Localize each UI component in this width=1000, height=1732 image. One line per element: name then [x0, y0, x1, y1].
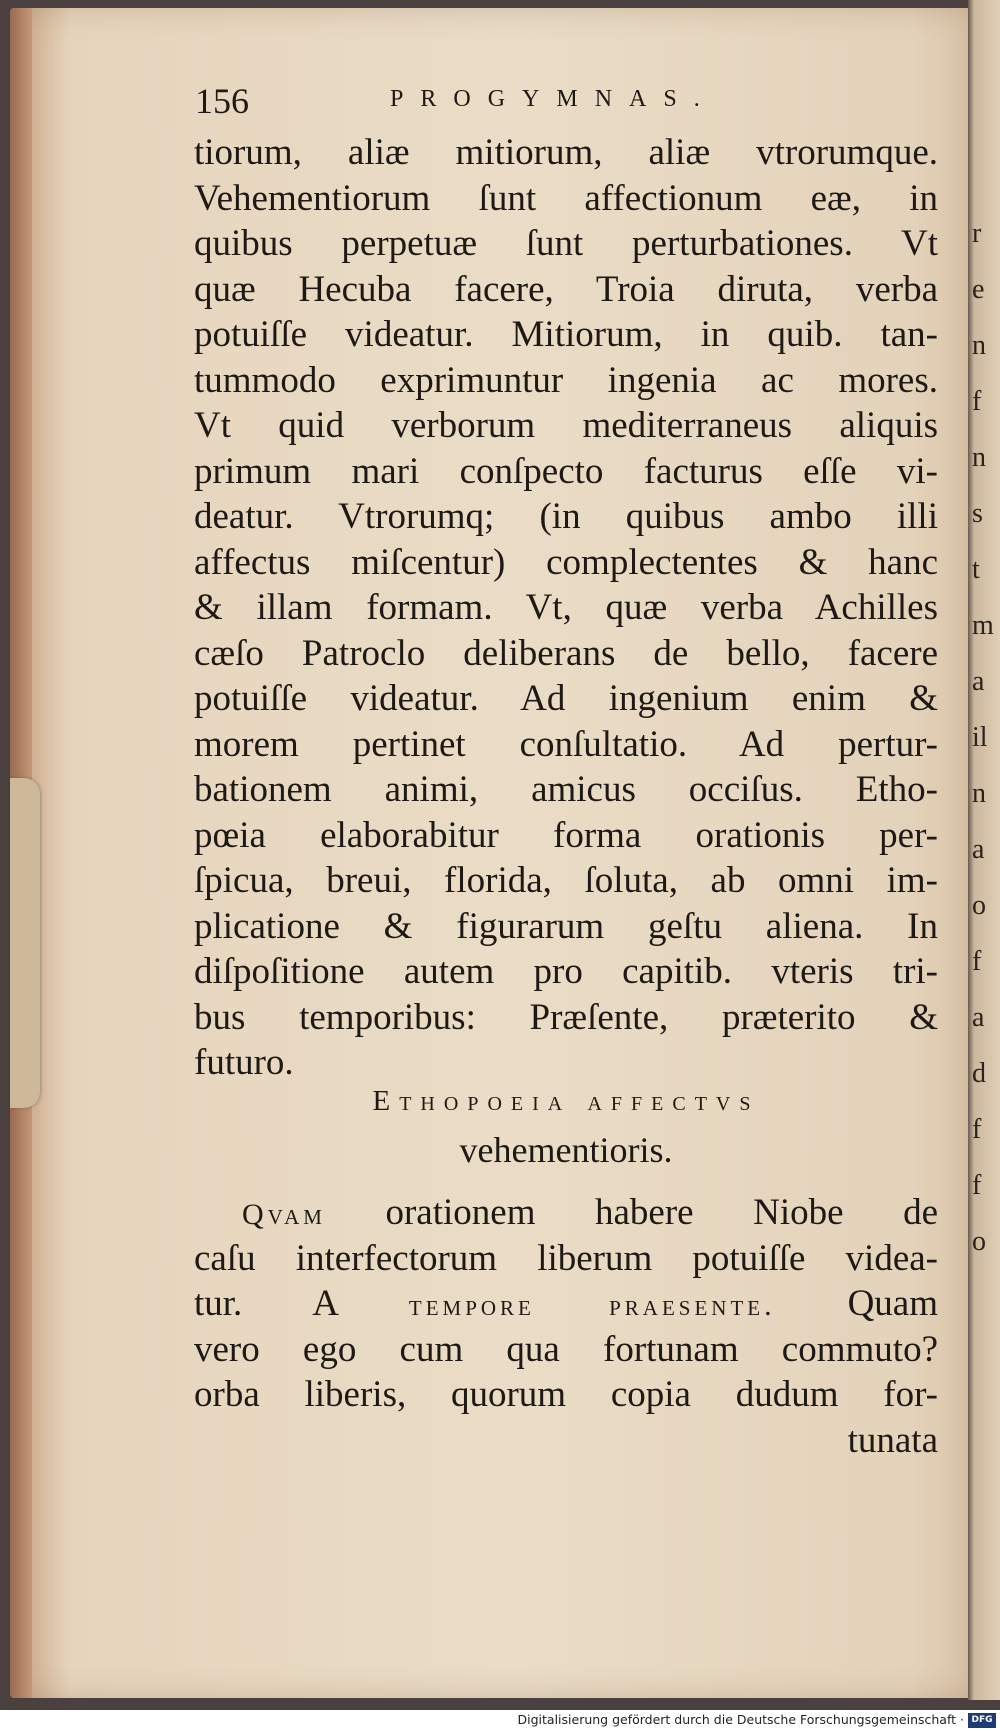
text-line: orba liberis, quorum copia dudum for- — [194, 1374, 938, 1415]
margin-fragment: il — [972, 722, 988, 753]
margin-fragment: n — [972, 778, 986, 809]
catchword: tunata — [847, 1419, 938, 1461]
margin-fragment: o — [972, 1226, 986, 1257]
text-line: vero ego cum qua fortunam commuto? — [194, 1328, 938, 1370]
margin-fragment: a — [972, 834, 985, 865]
text-line: morem pertinet conſultatio. Ad pertur- — [194, 723, 938, 765]
section-heading-line-1: Ethopoeia affectvs — [372, 1085, 760, 1117]
margin-fragment: s — [972, 498, 983, 529]
text-line-end: Quam — [775, 1283, 938, 1324]
page-number: 156 — [195, 81, 249, 121]
margin-fragment: f — [972, 1114, 982, 1145]
running-title: PROGYMNAS. — [390, 86, 717, 112]
text-line: Vt quid verborum mediterraneus aliquis — [194, 405, 938, 446]
margin-fragment: f — [972, 386, 982, 417]
text-line: potuiſſe videatur. Ad ingenium enim & — [194, 678, 938, 719]
text-line: caſu interfectorum liberum potuiſſe videa- — [194, 1237, 938, 1279]
text-line: quibus perpetuæ ſunt perturbationes. Vt — [194, 223, 938, 264]
text-line: diſpoſitione autem pro capitib. vteris tri- — [194, 951, 938, 992]
margin-fragment: r — [972, 218, 982, 249]
margin-fragment: f — [972, 946, 982, 977]
text-line-rest: orationem habere Niobe de — [325, 1192, 938, 1233]
margin-fragment: m — [972, 610, 994, 641]
margin-fragment: t — [972, 554, 980, 585]
text-line: affectus miſcentur) complectentes & hanc — [194, 541, 938, 583]
digitization-footer — [0, 1710, 1000, 1732]
dfg-logo: DFG — [968, 1713, 996, 1728]
text-line: ſpicua, breui, florida, ſoluta, ab omni im- — [194, 860, 938, 901]
text-line-start: tur. A — [194, 1283, 409, 1324]
margin-fragment: e — [972, 274, 985, 305]
body-paragraph-2 — [194, 1190, 938, 1463]
text-line: deatur. Vtrorumq; (in quibus ambo illi — [194, 496, 938, 537]
text-line: futuro. — [194, 1042, 294, 1083]
text-line: bationem animi, amicus occiſus. Etho- — [194, 769, 938, 810]
text-line: quæ Hecuba facere, Troia diruta, verba — [194, 268, 938, 310]
section-heading — [194, 1085, 938, 1175]
bookmark-tab — [10, 778, 40, 1108]
text-line — [194, 1190, 938, 1236]
margin-fragment: a — [972, 666, 985, 697]
margin-fragment: a — [972, 1002, 985, 1033]
text-line: potuiſſe videatur. Mitiorum, in quib. tan- — [194, 314, 938, 355]
text-line: cæſo Patroclo deliberans de bello, facere — [194, 632, 938, 674]
text-line: tummodo exprimuntur ingenia ac mores. — [194, 359, 938, 401]
margin-fragment: f — [972, 1170, 982, 1201]
text-line: plicatione & figurarum geſtu aliena. In — [194, 905, 938, 947]
margin-fragment: n — [972, 330, 986, 361]
margin-fragment: o — [972, 890, 986, 921]
text-line: primum mari conſpecto facturus eſſe vi- — [194, 450, 938, 492]
running-head — [195, 80, 795, 126]
initial-small-caps: Qvam — [242, 1198, 326, 1231]
footer-credit: Digitalisierung gefördert durch die Deutsche Forschungsgemeinschaft · — [517, 1712, 964, 1727]
text-line: tiorum, aliæ mitiorum, aliæ vtrorumque. — [194, 132, 938, 173]
small-caps-phrase: tempore praesente. — [408, 1289, 776, 1322]
text-line — [194, 1281, 938, 1327]
margin-fragment: n — [972, 442, 986, 473]
body-paragraph-1 — [194, 130, 938, 1086]
text-line: Vehementiorum ſunt affectionum eæ, in — [194, 177, 938, 219]
text-line: bus temporibus: Præſente, præterito & — [194, 996, 938, 1038]
facing-page-strip — [968, 0, 1000, 1700]
margin-fragment: d — [972, 1058, 986, 1089]
text-line: pœia elaborabitur forma orationis per- — [194, 814, 938, 856]
text-line: & illam formam. Vt, quæ verba Achilles — [194, 587, 938, 628]
section-heading-line-2: vehementioris. — [459, 1130, 673, 1170]
